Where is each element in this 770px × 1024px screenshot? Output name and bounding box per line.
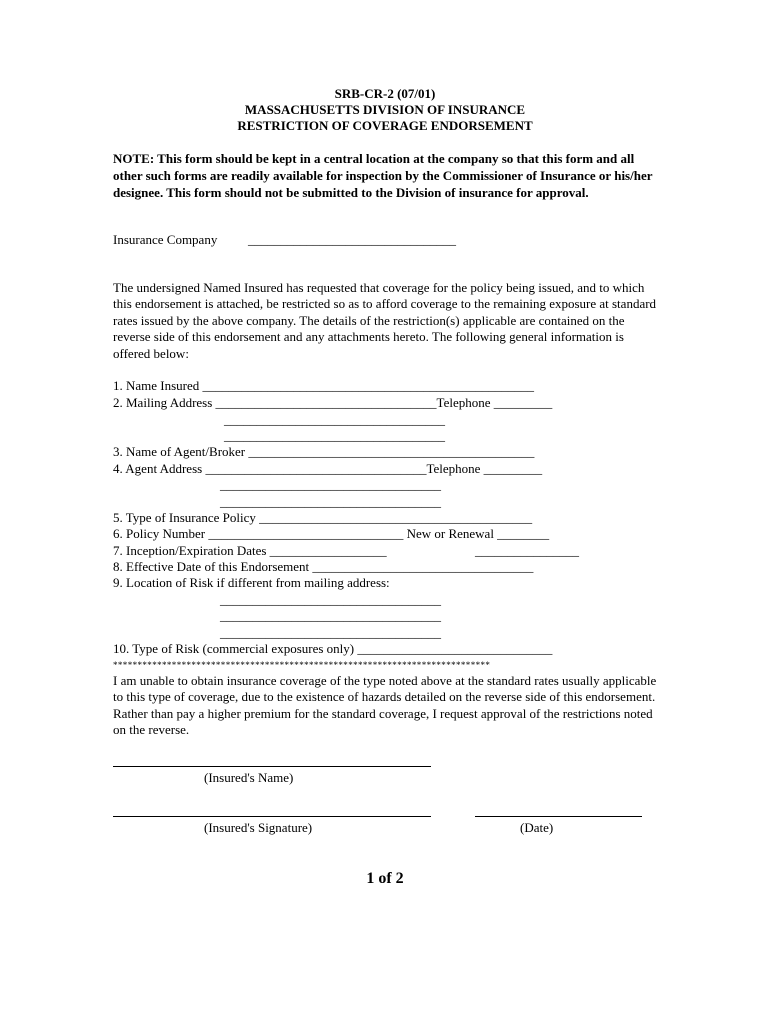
- insured-signature-caption: (Insured's Signature): [204, 820, 313, 835]
- location-line-2[interactable]: __________________________________: [220, 608, 441, 623]
- type-of-risk-field[interactable]: 10. Type of Risk (commercial exposures only) ______________________________: [113, 641, 553, 656]
- intro-paragraph: The undersigned Named Insured has requested that coverage for the policy being issued, and to which this endorsement is attached, be restricted so as to afford coverage to the remaining exposure at standard rates issued by the above company. The details of the restriction(s) applicable are contained on the reverse side of this endorsement and any attachments hereto. The following general information is offered below:: [113, 280, 657, 361]
- agent-address-field[interactable]: 4. Agent Address __________________________________Telephone _________: [113, 461, 543, 476]
- separator-line: *****************************************************************************: [113, 660, 491, 670]
- agency-name: MASSACHUSETTS DIVISION OF INSURANCE: [244, 102, 526, 117]
- form-code: SRB-CR-2 (07/01): [334, 86, 436, 101]
- insured-signature-line[interactable]: [113, 816, 431, 817]
- insured-name-line[interactable]: [113, 766, 431, 767]
- policy-type-field[interactable]: 5. Type of Insurance Policy __________________________________________: [113, 510, 533, 525]
- policy-number-field[interactable]: 6. Policy Number ______________________________ New or Renewal ________: [113, 526, 550, 541]
- agent-broker-field[interactable]: 3. Name of Agent/Broker ____________________________________________: [113, 444, 535, 459]
- insurance-company-field[interactable]: ________________________________: [248, 232, 456, 247]
- mailing-address-line-2[interactable]: __________________________________: [224, 412, 445, 427]
- location-line-3[interactable]: __________________________________: [220, 625, 441, 640]
- mailing-address-field[interactable]: 2. Mailing Address __________________________________Telephone _________: [113, 395, 553, 410]
- date-caption: (Date): [520, 820, 554, 835]
- form-note: NOTE: This form should be kept in a central location at the company so that this form and all other such forms are readily available for inspection by the Commissioner of Insurance or his/her designee. This form should not be submitted to the Division of insurance for approval.: [113, 151, 653, 200]
- insurance-company-label: Insurance Company: [113, 232, 218, 247]
- location-line-1[interactable]: __________________________________: [220, 592, 441, 607]
- form-title: RESTRICTION OF COVERAGE ENDORSEMENT: [237, 118, 533, 133]
- insured-statement: I am unable to obtain insurance coverage of the type noted above at the standard rates usually applicable to this type of coverage, due to the existence of hazards detailed on the reverse side of this endorsement. Rather than pay a higher premium for the standard coverage, I request approval of the restrictions noted on the reverse.: [113, 673, 657, 738]
- name-insured-field[interactable]: 1. Name Insured ___________________________________________________: [113, 378, 535, 393]
- page-number: 1 of 2: [366, 870, 404, 887]
- mailing-address-line-3[interactable]: __________________________________: [224, 428, 445, 443]
- agent-address-line-3[interactable]: __________________________________: [220, 494, 441, 509]
- location-of-risk-label: 9. Location of Risk if different from mailing address:: [113, 575, 390, 590]
- date-line[interactable]: [475, 816, 642, 817]
- insured-name-caption: (Insured's Name): [204, 770, 294, 785]
- effective-date-field[interactable]: 8. Effective Date of this Endorsement __________________________________: [113, 559, 534, 574]
- expiration-date-field[interactable]: ________________: [475, 543, 579, 558]
- agent-address-line-2[interactable]: __________________________________: [220, 477, 441, 492]
- inception-expiration-field[interactable]: 7. Inception/Expiration Dates __________________: [113, 543, 387, 558]
